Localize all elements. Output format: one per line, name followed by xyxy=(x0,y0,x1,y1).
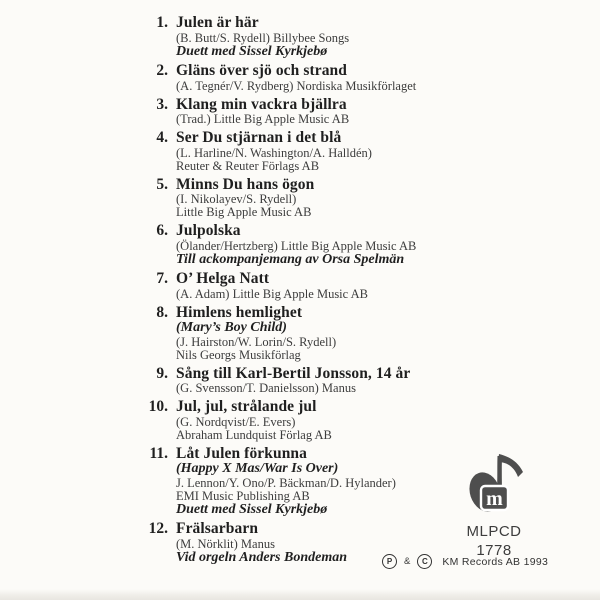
track-credit: EMI Music Publishing AB xyxy=(176,488,310,503)
track-item xyxy=(131,305,471,362)
track-subtitle: (Happy X Mas/War Is Over) xyxy=(176,461,339,476)
phonogram-symbol-icon: P xyxy=(382,554,397,569)
track-item xyxy=(131,366,471,396)
track-number: 2. xyxy=(156,62,168,79)
track-content xyxy=(176,63,471,93)
catalog-number-line2: 1778 xyxy=(476,542,512,559)
track-note: Till ackompanjemang av Orsa Spelmän xyxy=(176,251,405,267)
catalog-number-line1: MLPCD xyxy=(466,523,522,540)
track-credit: (G. Svensson/T. Danielsson) Manus xyxy=(176,381,356,395)
track-title: Julen är här xyxy=(176,14,259,31)
label-logo-letter: m xyxy=(486,488,503,510)
track-credit: (B. Butt/S. Rydell) Billybee Songs xyxy=(176,30,350,45)
track-number: 11. xyxy=(149,444,168,462)
track-credit: Abraham Lundquist Förlag AB xyxy=(176,427,332,442)
track-title: Låt Julen förkunna xyxy=(176,444,307,462)
track-credit: (L. Harline/N. Washington/A. Halldén) xyxy=(176,145,372,160)
track-item xyxy=(131,177,471,220)
track-number: 12. xyxy=(148,520,168,537)
track-item xyxy=(131,130,471,173)
track-title: Minns Du hans ögon xyxy=(176,175,315,193)
track-title: Julpolska xyxy=(176,222,241,239)
track-number: 8. xyxy=(156,303,168,321)
track-content xyxy=(176,223,471,267)
track-item xyxy=(131,15,471,59)
track-item xyxy=(131,446,471,518)
track-credit: (A. Tegnér/V. Rydberg) Nordiska Musikförlaget xyxy=(176,78,417,93)
track-credit: Reuter & Reuter Förlags AB xyxy=(176,158,320,173)
ampersand: & xyxy=(404,556,411,567)
track-title: Sång till Karl-Bertil Jonsson, 14 år xyxy=(176,364,411,382)
track-content xyxy=(176,271,471,301)
track-content xyxy=(176,446,471,518)
track-title: Frälsarbarn xyxy=(176,520,259,537)
track-number: 10. xyxy=(148,398,168,415)
track-content xyxy=(176,15,471,59)
track-item xyxy=(131,223,471,267)
track-credit: (M. Nörklit) Manus xyxy=(176,536,275,551)
track-subtitle: (Mary’s Boy Child) xyxy=(176,320,287,335)
track-credit: (Trad.) Little Big Apple Music AB xyxy=(176,112,350,126)
track-credit: (I. Nikolayev/S. Rydell) xyxy=(176,192,297,206)
track-credit: (G. Nordqvist/E. Evers) xyxy=(176,414,296,429)
track-credit: (J. Hairston/W. Lorin/S. Rydell) xyxy=(176,334,337,349)
track-number: 4. xyxy=(156,129,168,146)
track-content xyxy=(176,97,471,127)
track-item xyxy=(131,97,471,127)
track-content xyxy=(176,366,471,396)
track-credit: J. Lennon/Y. Ono/P. Bäckman/D. Hylander) xyxy=(176,475,396,490)
track-title: Klang min vackra bjällra xyxy=(176,95,347,113)
track-item xyxy=(131,63,471,93)
track-content xyxy=(176,177,471,220)
scan-edge xyxy=(0,589,600,600)
track-number: 5. xyxy=(156,175,168,193)
track-note: Vid orgeln Anders Bondeman xyxy=(176,549,348,565)
track-title: Gläns över sjö och strand xyxy=(176,62,348,79)
track-item xyxy=(131,399,471,442)
copyright-text: KM Records AB 1993 xyxy=(442,555,549,568)
track-credit: (Ölander/Hertzberg) Little Big Apple Music AB xyxy=(176,238,417,253)
track-content xyxy=(176,399,471,442)
record-label-block xyxy=(452,446,536,560)
track-content xyxy=(176,305,471,362)
track-title: Himlens hemlighet xyxy=(176,303,303,321)
track-number: 7. xyxy=(156,270,168,287)
track-note: Duett med Sissel Kyrkjebø xyxy=(176,501,328,517)
track-number: 3. xyxy=(156,95,168,113)
track-title: Ser Du stjärnan i det blå xyxy=(176,129,342,146)
track-title: O’ Helga Natt xyxy=(176,270,270,287)
copyright-symbol-icon: C xyxy=(417,554,432,569)
track-title: Jul, jul, strålande jul xyxy=(176,398,317,415)
track-item xyxy=(131,271,471,301)
track-credit: Little Big Apple Music AB xyxy=(176,205,312,219)
track-content xyxy=(176,130,471,173)
copyright-footer xyxy=(382,554,548,569)
music-note-icon xyxy=(463,446,525,522)
track-list xyxy=(131,15,471,569)
track-credit: (A. Adam) Little Big Apple Music AB xyxy=(176,286,369,301)
track-number: 6. xyxy=(156,222,168,239)
track-number: 1. xyxy=(156,14,168,31)
track-note: Duett med Sissel Kyrkjebø xyxy=(176,43,328,59)
track-number: 9. xyxy=(156,364,168,382)
track-credit: Nils Georgs Musikförlag xyxy=(176,347,301,362)
